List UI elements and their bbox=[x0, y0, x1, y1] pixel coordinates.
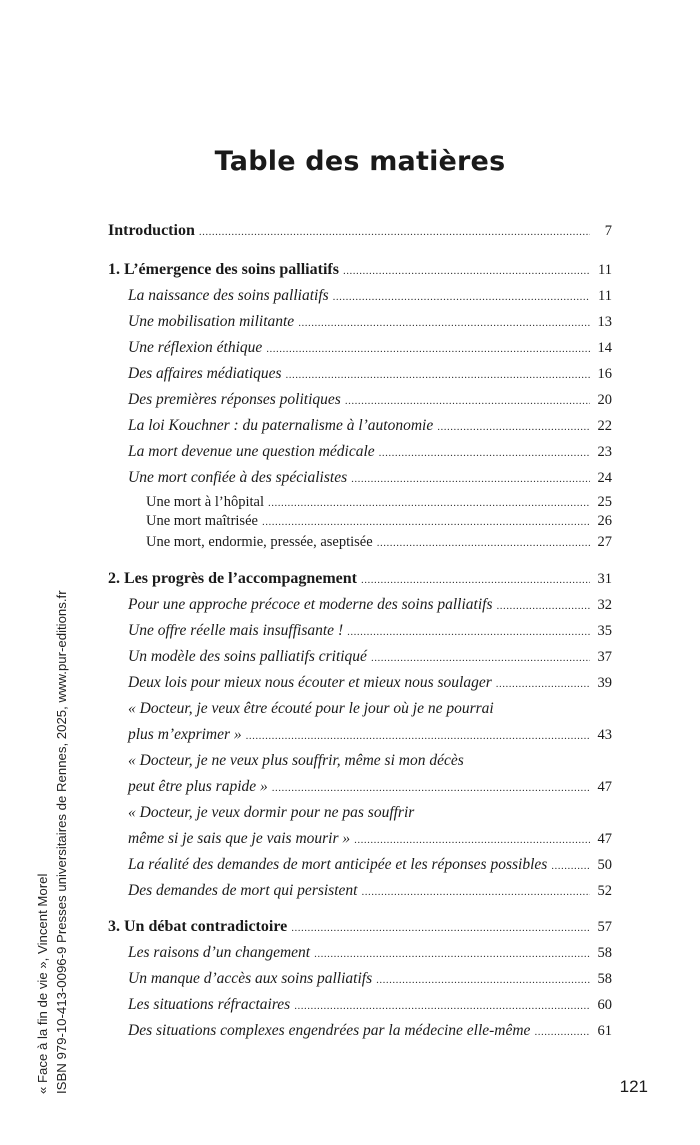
toc-entry bbox=[128, 365, 612, 383]
dot-leader bbox=[199, 226, 590, 238]
dot-leader bbox=[496, 678, 590, 690]
toc-label: peut être plus rapide » bbox=[128, 778, 268, 795]
toc-label: 1. L’émergence des soins palliatifs bbox=[108, 261, 339, 278]
toc-entry bbox=[128, 339, 612, 357]
toc-page: 61 bbox=[597, 1023, 612, 1039]
dot-leader bbox=[354, 834, 590, 846]
toc-entry-introduction bbox=[108, 222, 612, 240]
toc-entry bbox=[128, 417, 612, 435]
toc-page: 16 bbox=[597, 366, 612, 382]
dot-leader bbox=[496, 600, 590, 612]
toc-page: 37 bbox=[597, 649, 612, 665]
dot-leader bbox=[246, 730, 590, 742]
toc-entry-line1 bbox=[128, 700, 612, 718]
toc-label: Les raisons d’un changement bbox=[128, 944, 311, 961]
toc-entry bbox=[128, 622, 612, 640]
toc-label: Introduction bbox=[108, 222, 195, 239]
toc-page: 13 bbox=[597, 314, 612, 330]
copyright-sidebar bbox=[33, 590, 71, 1094]
toc-label: Une mobilisation militante bbox=[128, 313, 295, 330]
toc-entry-line1 bbox=[128, 752, 612, 770]
dot-leader bbox=[361, 574, 590, 586]
dot-leader bbox=[286, 369, 590, 381]
toc-label: même si je sais que je vais mourir » bbox=[128, 830, 351, 847]
toc-page: 47 bbox=[597, 779, 612, 795]
dot-leader bbox=[291, 922, 590, 934]
toc-label: 3. Un débat contradictoire bbox=[108, 918, 288, 935]
toc-page: 57 bbox=[597, 919, 612, 935]
toc-label: La loi Kouchner : du paternalisme à l’autonomie bbox=[128, 417, 434, 434]
page-number: 121 bbox=[619, 1077, 648, 1096]
toc-label: « Docteur, je veux être écouté pour le jour où je ne pourrai bbox=[128, 700, 494, 717]
toc-label: « Docteur, je ne veux plus souffrir, même si mon décès bbox=[128, 752, 464, 769]
toc-page: 60 bbox=[597, 997, 612, 1013]
toc-label: 2. Les progrès de l’accompagnement bbox=[108, 570, 357, 587]
toc-page: 7 bbox=[604, 223, 612, 239]
toc-page: 50 bbox=[597, 857, 612, 873]
toc-entry bbox=[128, 674, 612, 692]
dot-leader bbox=[294, 1000, 590, 1012]
toc-page: 24 bbox=[597, 470, 612, 486]
toc-chapter-3 bbox=[108, 918, 612, 936]
toc-label: Une mort confiée à des spécialistes bbox=[128, 469, 348, 486]
toc-label: Une mort maîtrisée bbox=[146, 513, 258, 529]
toc-page: 47 bbox=[597, 831, 612, 847]
toc-label: Des affaires médiatiques bbox=[128, 365, 282, 382]
toc-label: Des situations complexes engendrées par la médecine elle-même bbox=[128, 1022, 531, 1039]
dot-leader bbox=[345, 395, 590, 407]
toc-label: Un manque d’accès aux soins palliatifs bbox=[128, 970, 373, 987]
toc-entry bbox=[128, 1022, 612, 1040]
toc-page: 22 bbox=[597, 418, 612, 434]
dot-leader bbox=[268, 497, 590, 509]
dot-leader bbox=[272, 782, 590, 794]
toc-label: Un modèle des soins palliatifs critiqué bbox=[128, 648, 367, 665]
toc-label: La mort devenue une question médicale bbox=[128, 443, 375, 460]
toc-subentry bbox=[146, 494, 612, 511]
toc-label: plus m’exprimer » bbox=[128, 726, 242, 743]
toc-entry bbox=[128, 778, 612, 796]
dot-leader bbox=[361, 886, 590, 898]
toc-page: 43 bbox=[597, 727, 612, 743]
toc-label: La naissance des soins palliatifs bbox=[128, 287, 329, 304]
toc-page: 14 bbox=[597, 340, 612, 356]
toc-label: Une offre réelle mais insuffisante ! bbox=[128, 622, 344, 639]
toc-page: 58 bbox=[597, 971, 612, 987]
toc-entry bbox=[128, 882, 612, 900]
toc-subentry bbox=[146, 534, 612, 551]
dot-leader bbox=[376, 974, 590, 986]
dot-leader bbox=[262, 516, 590, 528]
dot-leader bbox=[534, 1026, 590, 1038]
toc-entry bbox=[128, 648, 612, 666]
toc-label: La réalité des demandes de mort anticipée et les réponses possibles bbox=[128, 856, 548, 873]
toc-label: Des premières réponses politiques bbox=[128, 391, 341, 408]
toc-page: 23 bbox=[597, 444, 612, 460]
toc-entry bbox=[128, 996, 612, 1014]
toc-page: 11 bbox=[598, 288, 612, 304]
toc-label: Une mort à l’hôpital bbox=[146, 494, 264, 510]
dot-leader bbox=[437, 421, 590, 433]
dot-leader bbox=[343, 265, 590, 277]
toc-entry bbox=[128, 443, 612, 461]
toc-entry bbox=[128, 469, 612, 487]
toc-label: Pour une approche précoce et moderne des soins palliatifs bbox=[128, 596, 493, 613]
dot-leader bbox=[377, 537, 590, 549]
dot-leader bbox=[298, 317, 590, 329]
book-reference: « Face à la fin de vie », Vincent Morel bbox=[35, 873, 50, 1094]
toc-subentry bbox=[146, 513, 612, 530]
dot-leader bbox=[347, 626, 590, 638]
toc-page: 11 bbox=[598, 262, 612, 278]
dot-leader bbox=[379, 447, 590, 459]
toc-chapter-1 bbox=[108, 261, 612, 279]
toc-entry bbox=[128, 944, 612, 962]
toc-entry bbox=[128, 287, 612, 305]
toc-page: 20 bbox=[597, 392, 612, 408]
toc-entry bbox=[128, 596, 612, 614]
toc-entry-line1 bbox=[128, 804, 612, 822]
toc-page: 27 bbox=[597, 534, 612, 550]
dot-leader bbox=[551, 860, 590, 872]
toc-entry bbox=[128, 313, 612, 331]
dot-leader bbox=[351, 473, 590, 485]
toc-entry bbox=[128, 726, 612, 744]
dot-leader bbox=[266, 343, 590, 355]
toc-entry bbox=[128, 391, 612, 409]
toc-page: 35 bbox=[597, 623, 612, 639]
toc-label: Une réflexion éthique bbox=[128, 339, 263, 356]
toc-label: « Docteur, je veux dormir pour ne pas souffrir bbox=[128, 804, 415, 821]
page-title: Table des matières bbox=[214, 146, 506, 177]
toc-label: Les situations réfractaires bbox=[128, 996, 291, 1013]
dot-leader bbox=[371, 652, 590, 664]
dot-leader bbox=[314, 948, 590, 960]
toc-entry bbox=[128, 970, 612, 988]
toc-page: 39 bbox=[597, 675, 612, 691]
toc-page: 31 bbox=[597, 571, 612, 587]
toc-page: 26 bbox=[597, 513, 612, 529]
toc-label: Deux lois pour mieux nous écouter et mieux nous soulager bbox=[128, 674, 492, 691]
toc-entry bbox=[128, 856, 612, 874]
toc-label: Des demandes de mort qui persistent bbox=[128, 882, 358, 899]
toc-page: 32 bbox=[597, 597, 612, 613]
toc-page: 52 bbox=[597, 883, 612, 899]
dot-leader bbox=[333, 291, 590, 303]
toc-page: 25 bbox=[597, 494, 612, 510]
toc-chapter-2 bbox=[108, 570, 612, 588]
isbn-publisher: ISBN 979-10-413-0096-9 Presses universitaires de Rennes, 2025, www.pur-editions.fr bbox=[54, 590, 69, 1094]
toc-entry bbox=[128, 830, 612, 848]
toc-label: Une mort, endormie, pressée, aseptisée bbox=[146, 534, 373, 550]
toc-page: 58 bbox=[597, 945, 612, 961]
